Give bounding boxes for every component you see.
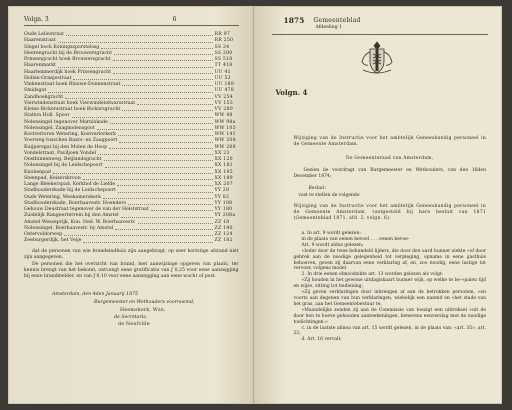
section-label: Afdeeling 1 xyxy=(315,25,343,30)
leader-dots xyxy=(83,238,212,242)
street-name: Vierwindenstraat hoek Vierwindendwarsstraat xyxy=(24,100,136,106)
item-label: Volgn. 4 xyxy=(275,88,308,97)
year-label: 1875 xyxy=(283,16,305,25)
street-code: XX 189 xyxy=(214,175,233,181)
date-line: Amsterdam, den 4den Januarij 1875 xyxy=(52,292,139,297)
street-code: ZZ 140 xyxy=(214,225,233,231)
street-code: UU 189 xyxy=(214,82,235,87)
right-header-rule xyxy=(272,34,489,35)
street-name: Oostbinnenweg, Beijlandsgracht xyxy=(24,157,102,162)
street-code: UU 478 xyxy=(214,88,235,94)
street-name: Vondelstraat, Paviljoen Vondel xyxy=(24,150,97,156)
left-header-rule xyxy=(24,25,239,26)
street-code: RR 97 xyxy=(214,32,231,37)
amsterdam-coat-of-arms-icon xyxy=(357,40,397,76)
street-code: ZZ 18 xyxy=(214,219,230,225)
street-code: YY 208a xyxy=(214,213,236,219)
street-code: RR 250 xyxy=(214,38,234,44)
street-name: Ostervoldorweg xyxy=(24,232,62,237)
street-name: Heerengracht bij de Brouwersgracht xyxy=(24,50,112,56)
leader-dots xyxy=(151,207,213,211)
street-name: Nolensingel bij de Leidschepoort xyxy=(24,163,103,169)
secretary-name: de Neufville xyxy=(118,322,150,327)
street-code: YY 28 xyxy=(214,188,230,194)
street-name: Smidsgat xyxy=(24,88,47,94)
leader-dots xyxy=(121,213,213,217)
street-code: ZZ 182 xyxy=(214,238,233,244)
considered-paragraph: Gezien de voordragt van Burgemeester en Wethouders, van den 16den December 1874; xyxy=(293,168,486,180)
street-row xyxy=(24,238,239,244)
street-code: YY 180 xyxy=(214,207,233,212)
leader-dots xyxy=(101,45,212,49)
leader-dots xyxy=(65,95,212,99)
leader-dots xyxy=(105,163,213,167)
street-name: Gebouw Deustraat tegenover de van der Helststraat xyxy=(24,207,149,212)
street-name: Amstel Wesseprijk, Kon. Ned. W. Boerhaavestr. xyxy=(24,219,136,225)
article-paragraph: in de plaats van eenen bevoel . . . eenen bevoe- xyxy=(301,236,410,242)
street-code: VV 254 xyxy=(214,94,233,100)
street-name: Kostverloren Wetering, Kostverlorkerk xyxy=(24,132,117,137)
leader-dots xyxy=(103,195,213,199)
gazette-title: Gemeenteblad xyxy=(313,17,361,24)
street-name: Zeeburgerdijk, het Veije xyxy=(24,238,82,244)
leader-dots xyxy=(53,170,213,174)
article-paragraph: d. Art. 16 vervalt; xyxy=(301,337,342,343)
street-code: YY 108 xyxy=(214,200,233,206)
street-code: SS 24 xyxy=(214,44,230,50)
street-code: WW 98a xyxy=(214,119,236,125)
leader-dots xyxy=(64,232,213,236)
leader-dots xyxy=(138,220,213,224)
street-name: Steenpad, Keizerskroon xyxy=(24,175,81,181)
article-paragraph: a. In art. 9 wordt gelezen: xyxy=(301,231,361,236)
leader-dots xyxy=(58,63,213,67)
article-paragraph: «Zij geven verklaringen door inbrengen af aan de betrokken personen, «en voorts aan degenen van hun verklaringen, wiehelijk een nanmd en «het stade van het gras, aan het Gemeentebestuur te, xyxy=(293,290,486,307)
leader-dots xyxy=(48,88,212,92)
leader-dots xyxy=(115,226,212,230)
street-name: Nolensingel, Zaagmolensgoot xyxy=(24,125,95,131)
street-name: Zandhoekgracht xyxy=(24,94,64,100)
street-name: Singel bock Koningssporstelssg xyxy=(24,44,100,50)
street-code: XX 23 xyxy=(214,150,230,156)
leader-dots xyxy=(113,57,213,61)
left-page-number: 6 xyxy=(172,16,177,23)
leader-dots xyxy=(109,145,212,149)
street-code: XX 185 xyxy=(214,169,233,175)
street-code: XX 181 xyxy=(214,163,233,169)
street-code: UU 41 xyxy=(214,69,231,75)
resolved-subline: vast te stellen de volgende xyxy=(298,193,360,198)
street-name: Haarlemmerdijk hoek Prinsengracht xyxy=(24,69,112,75)
leader-dots xyxy=(66,32,213,36)
leader-dots xyxy=(97,126,213,130)
street-name: Stadhouderskade, Boerhaavestr. Hoenders xyxy=(24,200,126,206)
secretary-label: de Secretaris, xyxy=(114,315,148,320)
leader-dots xyxy=(58,38,213,42)
left-page xyxy=(8,6,253,404)
street-name: Haarenmarkt xyxy=(24,63,56,69)
leader-dots xyxy=(118,188,213,192)
heading-2: Wijziging van de Instructie voor het ambtelijk Geneeskundig personeel in de Gemeente Amsterdam, vastgesteld bij hare besluit van 1871 (Gemeenteblad 1871, afd. 2, volgn. 6). xyxy=(293,204,486,222)
left-paragraph-2: De personen die het overzicht van brand, met aanwijzinge opgeven van plaats, ter kennis brengt van het bekomt, ontvangt eene gratificatie van ƒ 0,25 voor eene aanzegging bij eene brandmelder, en van ƒ 0,10 voor eene aanzegging aan eene wacht of post. xyxy=(24,262,239,280)
street-name: Oude Leliestraat xyxy=(24,32,64,37)
leader-dots xyxy=(114,51,213,55)
street-code: SS 200 xyxy=(214,50,233,56)
street-code: YY 82 xyxy=(214,194,230,200)
street-name: Prinsengracht hoek Brouwersgracht xyxy=(24,57,111,62)
street-code: XX 207 xyxy=(214,182,233,187)
street-name: Hollen-Oranjestraat xyxy=(24,75,72,81)
street-name: Haarenstraat xyxy=(24,38,56,44)
left-page-header xyxy=(24,16,239,23)
document-spread xyxy=(8,6,502,404)
street-code: TT 418 xyxy=(214,63,233,69)
street-name: Vinkenstraat hoek Blauwe-Donnenstraat xyxy=(24,82,121,87)
leader-dots xyxy=(110,120,213,124)
street-list xyxy=(24,32,239,245)
leader-dots xyxy=(98,151,212,155)
leader-dots xyxy=(83,176,213,180)
street-code: WW 208 xyxy=(214,138,236,144)
article-list xyxy=(294,231,487,343)
leader-dots xyxy=(119,138,212,142)
article-paragraph: «Zij houden in het gewone uitdagiskaart hunner wijk, op welke te be-«palen tijd en wijze, zitting tot bediening; xyxy=(293,278,486,290)
leader-dots xyxy=(137,101,212,105)
signatory-intro: Burgemeester en Wethouders voornoemd, xyxy=(94,300,195,305)
street-name: Kleine Bickersstraat hoek Bickersgracht xyxy=(24,107,121,112)
leader-dots xyxy=(122,82,212,86)
leader-dots xyxy=(117,182,212,186)
leader-dots xyxy=(73,76,212,80)
street-code: UU 52 xyxy=(214,75,231,81)
street-name: Oude Wetering, Weekamerskerk xyxy=(24,194,101,200)
street-code: ZZ 124 xyxy=(214,232,233,237)
leader-dots xyxy=(118,132,212,136)
left-paragraph-1: dat de personen van wie brandeindhuis zijn aangebragt, op zeer kortstige afstand niet zijn aangegeven. xyxy=(24,249,239,261)
article-paragraph: 2. In drie eenen elmoodzikte art. 13 worden gelezen als volgt: xyxy=(301,272,444,278)
article-paragraph: «Ieder door de twee behandeld lijders, die door den aard hunner ziekte «of door gebrek aan de noodige gelegenheid tot verpleging, opname in eene gasthuis behoeven, geven zij daarvan eene verklaring af, en, zoo noodig, eene lastige tot vervoer, volgens model xyxy=(293,248,486,272)
article-paragraph: «Maandelijks zenden zij aan de Commissie van toezigt een uittreksel «uit de door hen te hoeve gehouden aanteekeningen, benevens eenverslag met de noodige toelichtingen.» xyxy=(293,307,486,325)
council-line: De Gemeenteraad van Amsterdam, xyxy=(345,156,434,161)
street-code: WW 48 xyxy=(214,113,233,119)
street-name: Nolensingel tegenover Marnixkade xyxy=(24,119,108,125)
leader-dots xyxy=(104,157,213,161)
street-code: VV 153 xyxy=(214,100,233,106)
right-page-header xyxy=(284,16,487,32)
street-code: SS 518 xyxy=(214,57,233,62)
street-name: Voorweg tusschen Baars- en Zaagpoort xyxy=(24,138,118,144)
street-name: Knobenpad xyxy=(24,169,51,175)
street-code: VV 280 xyxy=(214,107,233,112)
leader-dots xyxy=(113,70,212,74)
street-name: Station Holl. Spoor xyxy=(24,113,70,119)
leader-dots xyxy=(122,107,212,111)
leader-dots xyxy=(72,113,213,117)
street-code: WW 208 xyxy=(214,144,236,150)
mayor-name: Heemskerk, Wzn. xyxy=(120,308,166,313)
article-paragraph: c. in de laatste alinea van art. 15 wordt gelezen, in de plaats van: «art. 35», art. 22; xyxy=(293,325,486,337)
street-name: Lange Bleekerspad, Kerkhof de Liefde xyxy=(24,182,116,187)
street-code: WW 103 xyxy=(214,125,236,131)
street-name: Stadhouderskade bij de Leidschepoort xyxy=(24,188,116,194)
resolved-label: Besluit: xyxy=(308,186,326,191)
street-name: Nolensingel, Boerhaavestr. by Amstel xyxy=(24,225,114,231)
right-page xyxy=(254,6,503,404)
heading-1: Wijziging van de Instructie voor het ambtelijk Geneeskundig personeel in de Gemeente Amsterdam. xyxy=(293,136,486,148)
leader-dots xyxy=(128,201,213,205)
street-name: Zuidelijk Rangeerterrein bij den Amstel xyxy=(24,213,119,219)
street-code: XX 120 xyxy=(214,157,233,162)
article-paragraph: Art. 9 wordt aldus gelezen: xyxy=(301,242,364,248)
street-name: Kuijpersgat bij den Molen de Hoop xyxy=(24,144,108,150)
street-code: WW 141 xyxy=(214,132,236,137)
left-page-header-label: Volgn. 3 xyxy=(24,16,49,23)
